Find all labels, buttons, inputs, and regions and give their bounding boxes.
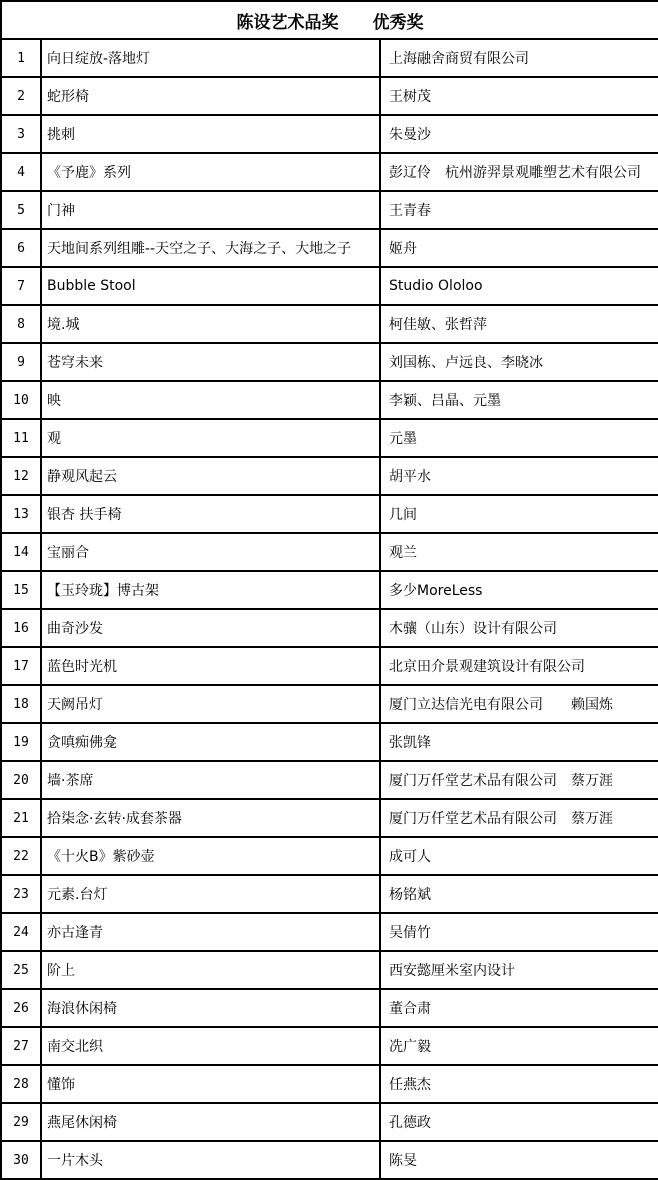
work-name: 懂饰 <box>41 1065 380 1103</box>
work-name: 一片木头 <box>41 1141 380 1179</box>
winner-name: 木骧（山东）设计有限公司 <box>380 609 658 647</box>
work-name: 苍穹未来 <box>41 343 380 381</box>
work-name: 亦古逢青 <box>41 913 380 951</box>
work-name: 贪嗔痴佛龛 <box>41 723 380 761</box>
winner-name: 李颖、吕晶、元墨 <box>380 381 658 419</box>
work-name: 银杏 扶手椅 <box>41 495 380 533</box>
winner-name: 西安懿厘米室内设计 <box>380 951 658 989</box>
winner-name: 厦门立达信光电有限公司 赖国炼 <box>380 685 658 723</box>
row-number: 2 <box>1 77 41 115</box>
row-number: 12 <box>1 457 41 495</box>
winner-name: 厦门万仟堂艺术品有限公司 蔡万涯 <box>380 761 658 799</box>
table-row <box>1 685 658 723</box>
winner-name: 多少MoreLess <box>380 571 658 609</box>
table-row <box>1 1065 658 1103</box>
table-row <box>1 305 658 343</box>
row-number: 26 <box>1 989 41 1027</box>
row-number: 22 <box>1 837 41 875</box>
row-number: 8 <box>1 305 41 343</box>
table-row <box>1 913 658 951</box>
work-name: 天地间系列组雕--天空之子、大海之子、大地之子 <box>41 229 380 267</box>
row-number: 15 <box>1 571 41 609</box>
winner-name: 任燕杰 <box>380 1065 658 1103</box>
winner-name: 孔德政 <box>380 1103 658 1141</box>
work-name: 挑刺 <box>41 115 380 153</box>
row-number: 5 <box>1 191 41 229</box>
work-name: 蓝色时光机 <box>41 647 380 685</box>
table-header-row <box>1 1 658 39</box>
row-number: 4 <box>1 153 41 191</box>
row-number: 29 <box>1 1103 41 1141</box>
table-row <box>1 533 658 571</box>
winner-name: 陈旻 <box>380 1141 658 1179</box>
winner-name: 杨铭斌 <box>380 875 658 913</box>
winner-name: 董合肃 <box>380 989 658 1027</box>
table-row <box>1 609 658 647</box>
table-row <box>1 951 658 989</box>
winner-name: 吴倩竹 <box>380 913 658 951</box>
work-name: 静观风起云 <box>41 457 380 495</box>
row-number: 30 <box>1 1141 41 1179</box>
winner-name: 观兰 <box>380 533 658 571</box>
table-row <box>1 153 658 191</box>
row-number: 1 <box>1 39 41 77</box>
table-row <box>1 77 658 115</box>
table-row <box>1 267 658 305</box>
table-row <box>1 571 658 609</box>
table-row <box>1 799 658 837</box>
table-row <box>1 381 658 419</box>
work-name: 【玉玲珑】博古架 <box>41 571 380 609</box>
work-name: 宝丽合 <box>41 533 380 571</box>
work-name: 南交北织 <box>41 1027 380 1065</box>
work-name: 拾柒念·玄转·成套茶器 <box>41 799 380 837</box>
work-name: 蛇形椅 <box>41 77 380 115</box>
work-name: 《予鹿》系列 <box>41 153 380 191</box>
row-number: 14 <box>1 533 41 571</box>
work-name: 《十火B》紫砂壶 <box>41 837 380 875</box>
winner-name: 王树茂 <box>380 77 658 115</box>
table-row <box>1 837 658 875</box>
work-name: 元素.台灯 <box>41 875 380 913</box>
winner-name: 元墨 <box>380 419 658 457</box>
row-number: 18 <box>1 685 41 723</box>
row-number: 25 <box>1 951 41 989</box>
row-number: 24 <box>1 913 41 951</box>
row-number: 10 <box>1 381 41 419</box>
table-row <box>1 989 658 1027</box>
row-number: 13 <box>1 495 41 533</box>
table-row <box>1 495 658 533</box>
table-row <box>1 115 658 153</box>
table-row <box>1 1027 658 1065</box>
table-row <box>1 229 658 267</box>
winner-name: Studio Ololoo <box>380 267 658 305</box>
row-number: 27 <box>1 1027 41 1065</box>
work-name: 门神 <box>41 191 380 229</box>
winner-name: 几间 <box>380 495 658 533</box>
work-name: 向日绽放-落地灯 <box>41 39 380 77</box>
work-name: 墙·茶席 <box>41 761 380 799</box>
work-name: 燕尾休闲椅 <box>41 1103 380 1141</box>
table-row <box>1 761 658 799</box>
winner-name: 彭辽伶 杭州游羿景观雕塑艺术有限公司 <box>380 153 658 191</box>
table-row <box>1 419 658 457</box>
row-number: 7 <box>1 267 41 305</box>
work-name: Bubble Stool <box>41 267 380 305</box>
table-row <box>1 39 658 77</box>
winner-name: 张凯锋 <box>380 723 658 761</box>
row-number: 11 <box>1 419 41 457</box>
table-row <box>1 723 658 761</box>
work-name: 曲奇沙发 <box>41 609 380 647</box>
page-title: 陈设艺术品奖 优秀奖 <box>1 1 658 39</box>
row-number: 28 <box>1 1065 41 1103</box>
winner-name: 王青春 <box>380 191 658 229</box>
row-number: 9 <box>1 343 41 381</box>
row-number: 16 <box>1 609 41 647</box>
table-row <box>1 1141 658 1179</box>
work-name: 映 <box>41 381 380 419</box>
row-number: 20 <box>1 761 41 799</box>
row-number: 19 <box>1 723 41 761</box>
winner-name: 刘国栋、卢远良、李晓冰 <box>380 343 658 381</box>
table-row <box>1 647 658 685</box>
work-name: 观 <box>41 419 380 457</box>
winner-name: 朱曼沙 <box>380 115 658 153</box>
winner-name: 柯佳敏、张哲萍 <box>380 305 658 343</box>
winner-name: 胡平水 <box>380 457 658 495</box>
work-name: 阶上 <box>41 951 380 989</box>
winner-name: 厦门万仟堂艺术品有限公司 蔡万涯 <box>380 799 658 837</box>
table-row <box>1 457 658 495</box>
winner-name: 姬舟 <box>380 229 658 267</box>
work-name: 境.城 <box>41 305 380 343</box>
row-number: 3 <box>1 115 41 153</box>
table-row <box>1 191 658 229</box>
work-name: 天阙吊灯 <box>41 685 380 723</box>
table-row <box>1 1103 658 1141</box>
award-table-body <box>1 1 658 1179</box>
winner-name: 北京田介景观建筑设计有限公司 <box>380 647 658 685</box>
winner-name: 成可人 <box>380 837 658 875</box>
table-row <box>1 343 658 381</box>
row-number: 6 <box>1 229 41 267</box>
winner-name: 上海融舍商贸有限公司 <box>380 39 658 77</box>
winner-name: 冼广毅 <box>380 1027 658 1065</box>
table-row <box>1 875 658 913</box>
row-number: 17 <box>1 647 41 685</box>
row-number: 23 <box>1 875 41 913</box>
work-name: 海浪休闲椅 <box>41 989 380 1027</box>
row-number: 21 <box>1 799 41 837</box>
